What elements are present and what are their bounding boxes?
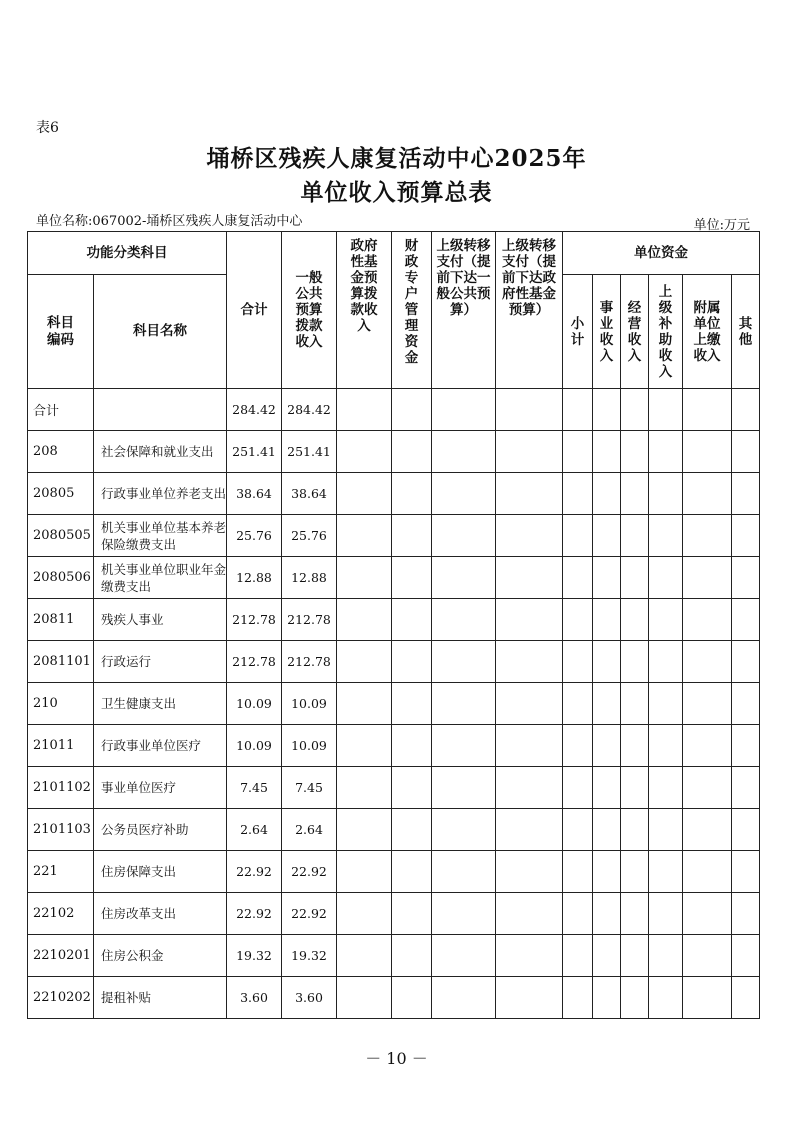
row-empty-cell (732, 977, 760, 1019)
row-total: 2.64 (227, 809, 282, 851)
row-empty-cell (649, 473, 683, 515)
row-empty-cell (337, 389, 392, 431)
row-code: 合计 (28, 389, 94, 431)
table-row (28, 851, 760, 893)
row-empty-cell (683, 557, 732, 599)
row-empty-cell (621, 893, 649, 935)
row-total: 284.42 (227, 389, 282, 431)
row-empty-cell (649, 977, 683, 1019)
row-general-public: 22.92 (282, 893, 337, 935)
row-empty-cell (496, 557, 563, 599)
header-upper-transfer-general: 上级转移支付（提前下达一般公共预算） (432, 232, 496, 389)
row-empty-cell (392, 557, 432, 599)
row-empty-cell (593, 683, 621, 725)
row-empty-cell (496, 935, 563, 977)
row-empty-cell (432, 977, 496, 1019)
row-empty-cell (563, 977, 593, 1019)
row-empty-cell (432, 473, 496, 515)
row-empty-cell (593, 557, 621, 599)
row-empty-cell (563, 515, 593, 557)
row-empty-cell (432, 641, 496, 683)
row-empty-cell (496, 809, 563, 851)
row-empty-cell (432, 809, 496, 851)
row-total: 10.09 (227, 725, 282, 767)
row-total: 10.09 (227, 683, 282, 725)
row-total: 22.92 (227, 893, 282, 935)
row-empty-cell (432, 515, 496, 557)
row-empty-cell (649, 725, 683, 767)
row-code: 2101102 (28, 767, 94, 809)
page-subtitle: 单位收入预算总表 (300, 179, 493, 206)
row-empty-cell (621, 977, 649, 1019)
row-empty-cell (563, 893, 593, 935)
row-empty-cell (496, 893, 563, 935)
row-empty-cell (496, 767, 563, 809)
row-code: 2210201 (28, 935, 94, 977)
row-general-public: 251.41 (282, 431, 337, 473)
row-general-public: 212.78 (282, 599, 337, 641)
row-empty-cell (732, 935, 760, 977)
row-empty-cell (392, 431, 432, 473)
row-empty-cell (496, 473, 563, 515)
header-upper-transfer-fund: 上级转移支付（提前下达政府性基金预算） (496, 232, 563, 389)
row-empty-cell (392, 935, 432, 977)
row-empty-cell (432, 599, 496, 641)
row-general-public: 12.88 (282, 557, 337, 599)
row-code: 20805 (28, 473, 94, 515)
row-code: 2081101 (28, 641, 94, 683)
row-code: 210 (28, 683, 94, 725)
row-name: 卫生健康支出 (94, 683, 227, 725)
table-row (28, 725, 760, 767)
row-empty-cell (621, 683, 649, 725)
row-empty-cell (496, 977, 563, 1019)
row-empty-cell (593, 809, 621, 851)
row-empty-cell (732, 389, 760, 431)
row-code: 21011 (28, 725, 94, 767)
row-empty-cell (337, 977, 392, 1019)
header-affiliated-payment: 附属单位上缴收入 (683, 275, 732, 389)
header-general-public: 一般公共预算拨款收入 (282, 232, 337, 389)
row-empty-cell (432, 767, 496, 809)
row-empty-cell (432, 389, 496, 431)
row-empty-cell (732, 725, 760, 767)
row-empty-cell (337, 893, 392, 935)
row-empty-cell (337, 599, 392, 641)
row-general-public: 10.09 (282, 683, 337, 725)
row-total: 7.45 (227, 767, 282, 809)
row-empty-cell (563, 389, 593, 431)
row-code: 221 (28, 851, 94, 893)
row-empty-cell (621, 641, 649, 683)
row-empty-cell (621, 515, 649, 557)
row-name: 公务员医疗补助 (94, 809, 227, 851)
header-other: 其他 (732, 275, 760, 389)
row-empty-cell (392, 851, 432, 893)
row-empty-cell (432, 851, 496, 893)
row-empty-cell (392, 389, 432, 431)
row-empty-cell (563, 557, 593, 599)
row-empty-cell (621, 431, 649, 473)
table-row (28, 977, 760, 1019)
row-empty-cell (649, 431, 683, 473)
row-code: 22102 (28, 893, 94, 935)
budget-table (27, 231, 760, 1019)
row-empty-cell (683, 389, 732, 431)
row-empty-cell (649, 641, 683, 683)
row-empty-cell (392, 767, 432, 809)
header-gov-fund: 政府性基金预算拨款收入 (337, 232, 392, 389)
row-empty-cell (593, 473, 621, 515)
row-general-public: 3.60 (282, 977, 337, 1019)
row-code: 2210202 (28, 977, 94, 1019)
row-empty-cell (432, 683, 496, 725)
row-general-public: 284.42 (282, 389, 337, 431)
row-general-public: 2.64 (282, 809, 337, 851)
table-row (28, 809, 760, 851)
header-subject-code: 科目编码 (28, 275, 94, 389)
row-total: 3.60 (227, 977, 282, 1019)
row-empty-cell (563, 641, 593, 683)
row-empty-cell (683, 851, 732, 893)
row-empty-cell (649, 683, 683, 725)
row-empty-cell (392, 473, 432, 515)
row-empty-cell (621, 599, 649, 641)
table-row (28, 515, 760, 557)
row-empty-cell (496, 641, 563, 683)
row-empty-cell (732, 557, 760, 599)
table-row (28, 935, 760, 977)
row-empty-cell (593, 977, 621, 1019)
header-func-class: 功能分类科目 (28, 232, 227, 275)
row-total: 25.76 (227, 515, 282, 557)
row-general-public: 7.45 (282, 767, 337, 809)
row-empty-cell (593, 725, 621, 767)
row-empty-cell (683, 515, 732, 557)
row-empty-cell (683, 725, 732, 767)
row-general-public: 19.32 (282, 935, 337, 977)
row-empty-cell (621, 935, 649, 977)
row-empty-cell (593, 389, 621, 431)
row-empty-cell (496, 683, 563, 725)
row-empty-cell (392, 725, 432, 767)
table-row (28, 557, 760, 599)
row-empty-cell (432, 725, 496, 767)
row-code: 208 (28, 431, 94, 473)
row-name: 残疾人事业 (94, 599, 227, 641)
row-empty-cell (649, 935, 683, 977)
row-empty-cell (683, 599, 732, 641)
row-empty-cell (649, 389, 683, 431)
row-empty-cell (593, 599, 621, 641)
row-total: 212.78 (227, 599, 282, 641)
row-empty-cell (563, 767, 593, 809)
page-title: 埇桥区残疾人康复活动中心2025年 (206, 145, 587, 172)
header-subtotal: 小计 (563, 275, 593, 389)
row-empty-cell (563, 431, 593, 473)
row-code: 20811 (28, 599, 94, 641)
row-empty-cell (337, 683, 392, 725)
table-label: 表6 (36, 120, 59, 136)
row-empty-cell (649, 851, 683, 893)
row-empty-cell (337, 557, 392, 599)
row-empty-cell (732, 851, 760, 893)
row-name: 机关事业单位基本养老保险缴费支出 (94, 515, 227, 557)
row-empty-cell (563, 725, 593, 767)
row-general-public: 22.92 (282, 851, 337, 893)
row-empty-cell (432, 893, 496, 935)
row-name: 机关事业单位职业年金缴费支出 (94, 557, 227, 599)
row-empty-cell (496, 515, 563, 557)
row-empty-cell (683, 431, 732, 473)
page-number: － 10 － (365, 1049, 428, 1068)
table-row (28, 473, 760, 515)
row-name: 社会保障和就业支出 (94, 431, 227, 473)
row-empty-cell (649, 767, 683, 809)
row-general-public: 38.64 (282, 473, 337, 515)
row-name: 住房保障支出 (94, 851, 227, 893)
table-row (28, 599, 760, 641)
row-empty-cell (593, 515, 621, 557)
row-name: 行政事业单位养老支出 (94, 473, 227, 515)
row-empty-cell (732, 641, 760, 683)
row-name: 行政运行 (94, 641, 227, 683)
header-unit-funds: 单位资金 (563, 232, 760, 275)
row-empty-cell (732, 473, 760, 515)
row-empty-cell (621, 389, 649, 431)
row-empty-cell (649, 893, 683, 935)
header-upper-subsidy: 上级补助收入 (649, 275, 683, 389)
row-empty-cell (392, 515, 432, 557)
row-empty-cell (593, 641, 621, 683)
row-empty-cell (337, 767, 392, 809)
row-empty-cell (621, 767, 649, 809)
header-subject-name: 科目名称 (94, 275, 227, 389)
row-code: 2080506 (28, 557, 94, 599)
row-total: 19.32 (227, 935, 282, 977)
row-empty-cell (593, 431, 621, 473)
row-empty-cell (683, 809, 732, 851)
row-empty-cell (621, 557, 649, 599)
row-total: 212.78 (227, 641, 282, 683)
row-empty-cell (496, 725, 563, 767)
row-empty-cell (683, 683, 732, 725)
table-row (28, 641, 760, 683)
row-empty-cell (732, 515, 760, 557)
row-empty-cell (732, 767, 760, 809)
row-empty-cell (563, 599, 593, 641)
row-total: 251.41 (227, 431, 282, 473)
row-empty-cell (337, 473, 392, 515)
row-empty-cell (563, 473, 593, 515)
row-empty-cell (593, 767, 621, 809)
row-empty-cell (563, 935, 593, 977)
row-empty-cell (392, 641, 432, 683)
row-empty-cell (337, 935, 392, 977)
row-empty-cell (683, 935, 732, 977)
row-empty-cell (392, 893, 432, 935)
row-empty-cell (337, 851, 392, 893)
row-empty-cell (593, 893, 621, 935)
row-empty-cell (649, 599, 683, 641)
row-empty-cell (563, 683, 593, 725)
row-empty-cell (337, 431, 392, 473)
unit-name: 单位名称:067002-埇桥区残疾人康复活动中心 (36, 214, 303, 229)
row-empty-cell (563, 851, 593, 893)
row-empty-cell (496, 851, 563, 893)
row-empty-cell (392, 809, 432, 851)
row-empty-cell (392, 599, 432, 641)
row-empty-cell (337, 515, 392, 557)
row-empty-cell (496, 389, 563, 431)
header-fiscal-special: 财政专户管理资金 (392, 232, 432, 389)
table-row (28, 389, 760, 431)
unit-of-measure: 单位:万元 (693, 218, 750, 233)
row-empty-cell (683, 641, 732, 683)
row-general-public: 10.09 (282, 725, 337, 767)
row-empty-cell (337, 725, 392, 767)
table-row (28, 431, 760, 473)
row-empty-cell (621, 473, 649, 515)
row-empty-cell (732, 599, 760, 641)
row-empty-cell (593, 851, 621, 893)
row-empty-cell (683, 767, 732, 809)
row-empty-cell (337, 809, 392, 851)
row-name (94, 389, 227, 431)
row-empty-cell (732, 809, 760, 851)
row-empty-cell (496, 431, 563, 473)
row-name: 提租补贴 (94, 977, 227, 1019)
row-total: 12.88 (227, 557, 282, 599)
row-general-public: 212.78 (282, 641, 337, 683)
row-code: 2080505 (28, 515, 94, 557)
row-empty-cell (649, 557, 683, 599)
row-code: 2101103 (28, 809, 94, 851)
row-empty-cell (432, 557, 496, 599)
row-total: 22.92 (227, 851, 282, 893)
row-empty-cell (683, 977, 732, 1019)
header-business-income: 事业收入 (593, 275, 621, 389)
row-empty-cell (683, 893, 732, 935)
row-empty-cell (392, 977, 432, 1019)
row-empty-cell (563, 809, 593, 851)
row-empty-cell (732, 893, 760, 935)
row-general-public: 25.76 (282, 515, 337, 557)
row-name: 住房改革支出 (94, 893, 227, 935)
row-empty-cell (732, 431, 760, 473)
row-name: 事业单位医疗 (94, 767, 227, 809)
row-empty-cell (732, 683, 760, 725)
row-empty-cell (337, 641, 392, 683)
row-empty-cell (593, 935, 621, 977)
table-row (28, 683, 760, 725)
row-empty-cell (649, 809, 683, 851)
row-empty-cell (621, 851, 649, 893)
header-operating-income: 经营收入 (621, 275, 649, 389)
row-empty-cell (392, 683, 432, 725)
row-total: 38.64 (227, 473, 282, 515)
row-empty-cell (432, 431, 496, 473)
header-total: 合计 (227, 232, 282, 389)
row-empty-cell (621, 725, 649, 767)
row-empty-cell (683, 473, 732, 515)
row-empty-cell (496, 599, 563, 641)
row-empty-cell (621, 809, 649, 851)
table-row (28, 767, 760, 809)
row-empty-cell (432, 935, 496, 977)
table-row (28, 893, 760, 935)
row-name: 行政事业单位医疗 (94, 725, 227, 767)
row-name: 住房公积金 (94, 935, 227, 977)
row-empty-cell (649, 515, 683, 557)
